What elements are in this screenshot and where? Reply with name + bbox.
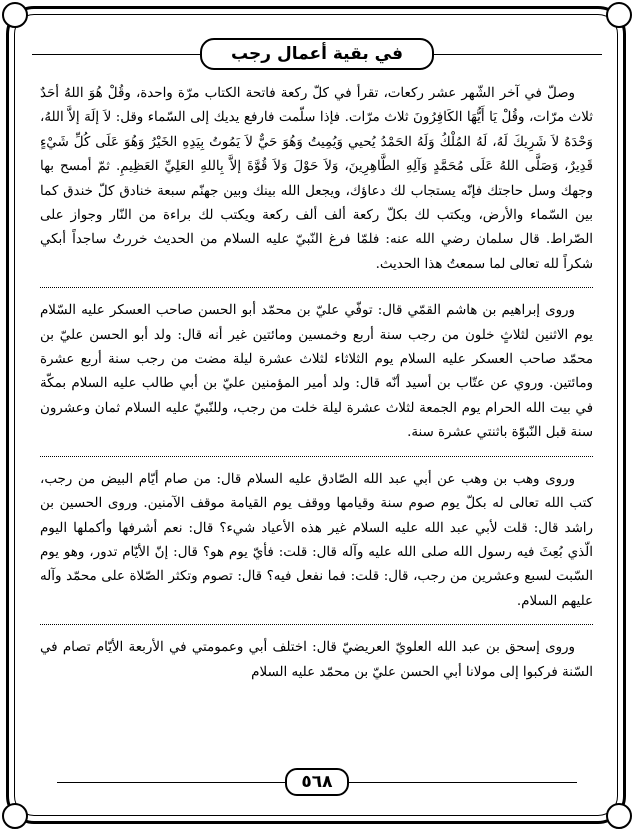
section-divider-3 bbox=[40, 624, 593, 626]
page-number: ٥٦٨ bbox=[301, 772, 333, 792]
page-number-box bbox=[285, 768, 349, 796]
page-body bbox=[40, 82, 593, 685]
chapter-title: في بقية أعمال رجب bbox=[231, 44, 403, 64]
corner-ornament-bottom-left bbox=[2, 803, 28, 829]
paragraph-3: وروى وهب بن وهب عن أبي عبد الله الصّادق عليه السلام قال: من صام أيّام البيض من رجب، كتب الله تعالى له بكلّ يوم صوم سنة وقيامها ووقف يوم القيامة موقف الآمنين. وروى الحسين بن راشد قال: قلت لأبي عبد الله عليه السلام غير هذه الأعياد شيء؟ قال: نعم أشرفها وأكملها اليوم الّذي بُعِثَ فيه رسول الله صلى الله عليه وآله قال: قلت: فأيّ يوم هو؟ قال: إنّ الأيّام تدور، وهو يوم السّبت لسبع وعشرين من رجب، قال: قلت: فما نفعل فيه؟ قال: تصوم وتكثر الصّلاة على محمّد وآله عليهم السلام. bbox=[40, 471, 593, 609]
section-divider-1 bbox=[40, 287, 593, 289]
paragraph-1: وصلّ في آخر الشّهر عشر ركعات، تقرأ في كلّ ركعة فاتحة الكتاب مرّة واحدة، وقُلْ هُوَ اللهُ أحَدٌ ثلاث مرّات، وقُلْ يَا أَيُّهَا الكَافِرُونَ ثلاث مرّات. فإذا سلّمت فارفع يديك إلى السّماء وقل: لاَ إلَهَ إلاَّ اللهُ، وَحْدَهُ لاَ شَرِيكَ لَهُ، لَهُ المُلْكُ وَلَهُ الحَمْدُ يُحيي وَيُمِيتُ وَهُوَ حَيٌّ لاَ يَمُوتُ بِيَدِهِ الخَيْرُ وَهُوَ عَلَى كُلِّ شَيْءٍ قَدِيرٌ، وَصَلَّى اللهُ عَلَى مُحَمَّدٍ وَآلِهِ الطَّاهِرِينَ، وَلاَ حَوْلَ وَلاَ قُوَّةَ إلاَّ بِاللهِ العَلِيِّ العَظِيمِ. ثمّ أمسح بها وجهك وسل حاجتك فإنّه يستجاب لك دعاؤك، ويجعل الله بينك وبين جهنّم سبعة خنادق كلّ خندق كما بين السّماء والأرض، ويكتب لك بكلّ ركعة ألف ألف ركعة ويكتب لك براءة من النّار وجواز على الصّراط. قال سلمان رضي الله عنه: فلمّا فرغ النّبيّ عليه السلام من الحديث خررتُ ساجداً أبكي شكراً لله تعالى لما سمعتُ هذا الحديث. bbox=[40, 86, 593, 272]
chapter-title-box bbox=[200, 38, 434, 70]
section-divider-2 bbox=[40, 456, 593, 458]
corner-ornament-top-right bbox=[606, 2, 632, 28]
corner-ornament-top-left bbox=[2, 2, 28, 28]
corner-ornament-bottom-right bbox=[606, 803, 632, 829]
paragraph-4: وروى إسحق بن عبد الله العلويّ العريضيّ قال: اختلف أبي وعمومتي في الأربعة الأيّام تصام في السّنة فركبوا إلى مولانا أبي الحسن عليّ بن محمّد عليه السلام bbox=[40, 640, 593, 680]
paragraph-2: وروى إبراهيم بن هاشم القمّي قال: توفّي عليّ بن محمّد أبو الحسن صاحب العسكر عليه السّلام يوم الاثنين لثلاثٍ خلون من رجب سنة أربع وخمسين ومائتين غير أنه قال: ولد أبو الحسن عليّ بن محمّد صاحب العسكر عليه السلام يوم الثلاثاء لثلاث عشرة ليلة مضت من رجب سنة أربع عشرة ومائتين. وروي عن عتّاب بن أسيد أنّه قال: ولد أمير المؤمنين عليّ بن أبي طالب عليه السلام بمكّة في بيت الله الحرام يوم الجمعة لثلاث عشرة ليلة خلت من رجب، وللنّبيّ عليه السلام ثمان وعشرون سنة قبل النّبوّة باثنتي عشرة سنة. bbox=[40, 303, 593, 441]
